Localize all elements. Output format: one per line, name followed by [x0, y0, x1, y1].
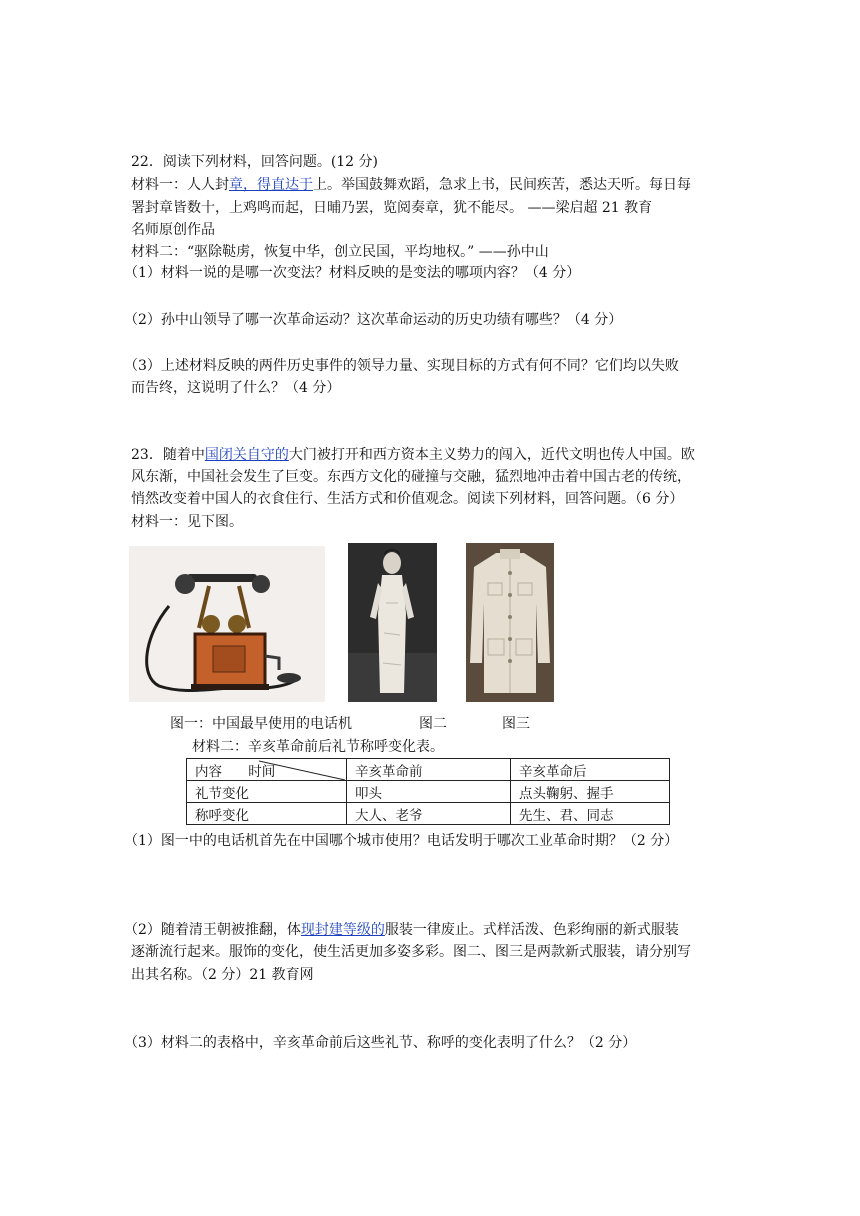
q23-question2-line3: 出其名称。（2 分）21 教育网: [131, 967, 314, 983]
q23-q2-link[interactable]: 现封建等级的: [300, 922, 385, 938]
row-label: 礼节变化: [187, 781, 347, 803]
row-after: 先生、君、同志: [511, 803, 670, 825]
q22-question3-line1: （3）上述材料反映的两件历史事件的领导力量、实现目标的方式有何不同？它们均以失败: [124, 358, 679, 374]
q23-question1: （1）图一中的电话机首先在中国哪个城市使用？电话发明于哪次工业革命时期？（2 分）: [124, 833, 679, 849]
header-before: 辛亥革命前: [347, 759, 511, 781]
figure2-caption: 图二: [419, 716, 447, 732]
q22-material1-line3: 名师原创作品: [131, 222, 215, 238]
etiquette-table: [186, 758, 670, 825]
row-before: 叩头: [347, 781, 511, 803]
telephone-image: [129, 546, 325, 702]
row-before: 大人、老爷: [347, 803, 511, 825]
qipao-image: [348, 543, 437, 702]
q23-l1-suffix: 大门被打开和西方资本主义势力的闯入，近代文明也传人中国。欧: [288, 447, 695, 463]
q23-material2-title: 材料二：辛亥革命前后礼节称呼变化表。: [192, 739, 444, 755]
table-row: [187, 803, 670, 825]
q23-question3: （3）材料二的表格中，辛亥革命前后这些礼节、称呼的变化表明了什么？（2 分）: [124, 1035, 637, 1051]
q22-m1-prefix: 材料一：人人封: [131, 177, 229, 193]
figure3-caption: 图三: [502, 716, 530, 732]
table-row: [187, 781, 670, 803]
q23-q2-suffix: 服装一律废止。式样活泼、色彩绚丽的新式服装: [384, 922, 679, 938]
q23-l1-link[interactable]: 国闭关自守的: [204, 447, 289, 463]
table-diagonal-header: [187, 759, 347, 781]
header-after: 辛亥革命后: [511, 759, 670, 781]
q23-material1: 材料一：见下图。: [131, 514, 243, 530]
q23-question2-line2: 逐渐流行起来。服饰的变化，使生活更加多姿多彩。图二、图三是两款新式服装，请分别写: [131, 944, 691, 960]
q22-m1-link[interactable]: 章，得直达于: [229, 177, 313, 193]
q22-question2: （2）孙中山领导了哪一次革命运动？这次革命运动的历史功绩有哪些？（4 分）: [124, 312, 623, 328]
q23-intro-line2: 风东渐，中国社会发生了巨变。东西方文化的碰撞与交融，猛烈地冲击着中国古老的传统，: [131, 469, 691, 485]
row-after: 点头鞠躬、握手: [511, 781, 670, 803]
zhongshan-suit-image: [466, 543, 554, 702]
q22-material1-line1: [131, 175, 691, 195]
q23-q2-prefix: （2）随着清王朝被推翻，体: [124, 922, 301, 938]
header-content: 内容: [195, 763, 222, 780]
q23-l1-prefix: 23．随着中: [131, 447, 205, 463]
q22-title: 22．阅读下列材料，回答问题。(12 分): [131, 154, 379, 170]
q23-question2-line1: [124, 920, 679, 940]
q22-material1-line2: 署封章皆数十，上鸡鸣而起，日晡乃罢，览阅奏章，犹不能尽。 ——梁启超 21 教育: [131, 200, 653, 216]
q22-m1-suffix: 上。举国鼓舞欢蹈，急求上书，民间疾苦，悉达天听。每日每: [313, 177, 691, 193]
q22-material2: 材料二：“驱除鞑虏，恢复中华，创立民国，平均地权。” ——孙中山: [131, 244, 549, 260]
q23-intro-line1: [131, 445, 695, 465]
row-label: 称呼变化: [187, 803, 347, 825]
q23-intro-line3: 悄然改变着中国人的衣食住行、生活方式和价值观念。阅读下列材料，回答问题。（6 分）: [131, 491, 684, 507]
diagonal-line: [187, 759, 347, 781]
q22-question3-line2: 而告终，这说明了什么？（4 分）: [131, 380, 341, 396]
table-header-row: [187, 759, 670, 781]
figure1-caption: 图一：中国最早使用的电话机: [170, 716, 352, 732]
q22-question1: （1）材料一说的是哪一次变法？材料反映的是变法的哪项内容？（4 分）: [124, 265, 581, 281]
header-time: 时间: [248, 763, 276, 780]
